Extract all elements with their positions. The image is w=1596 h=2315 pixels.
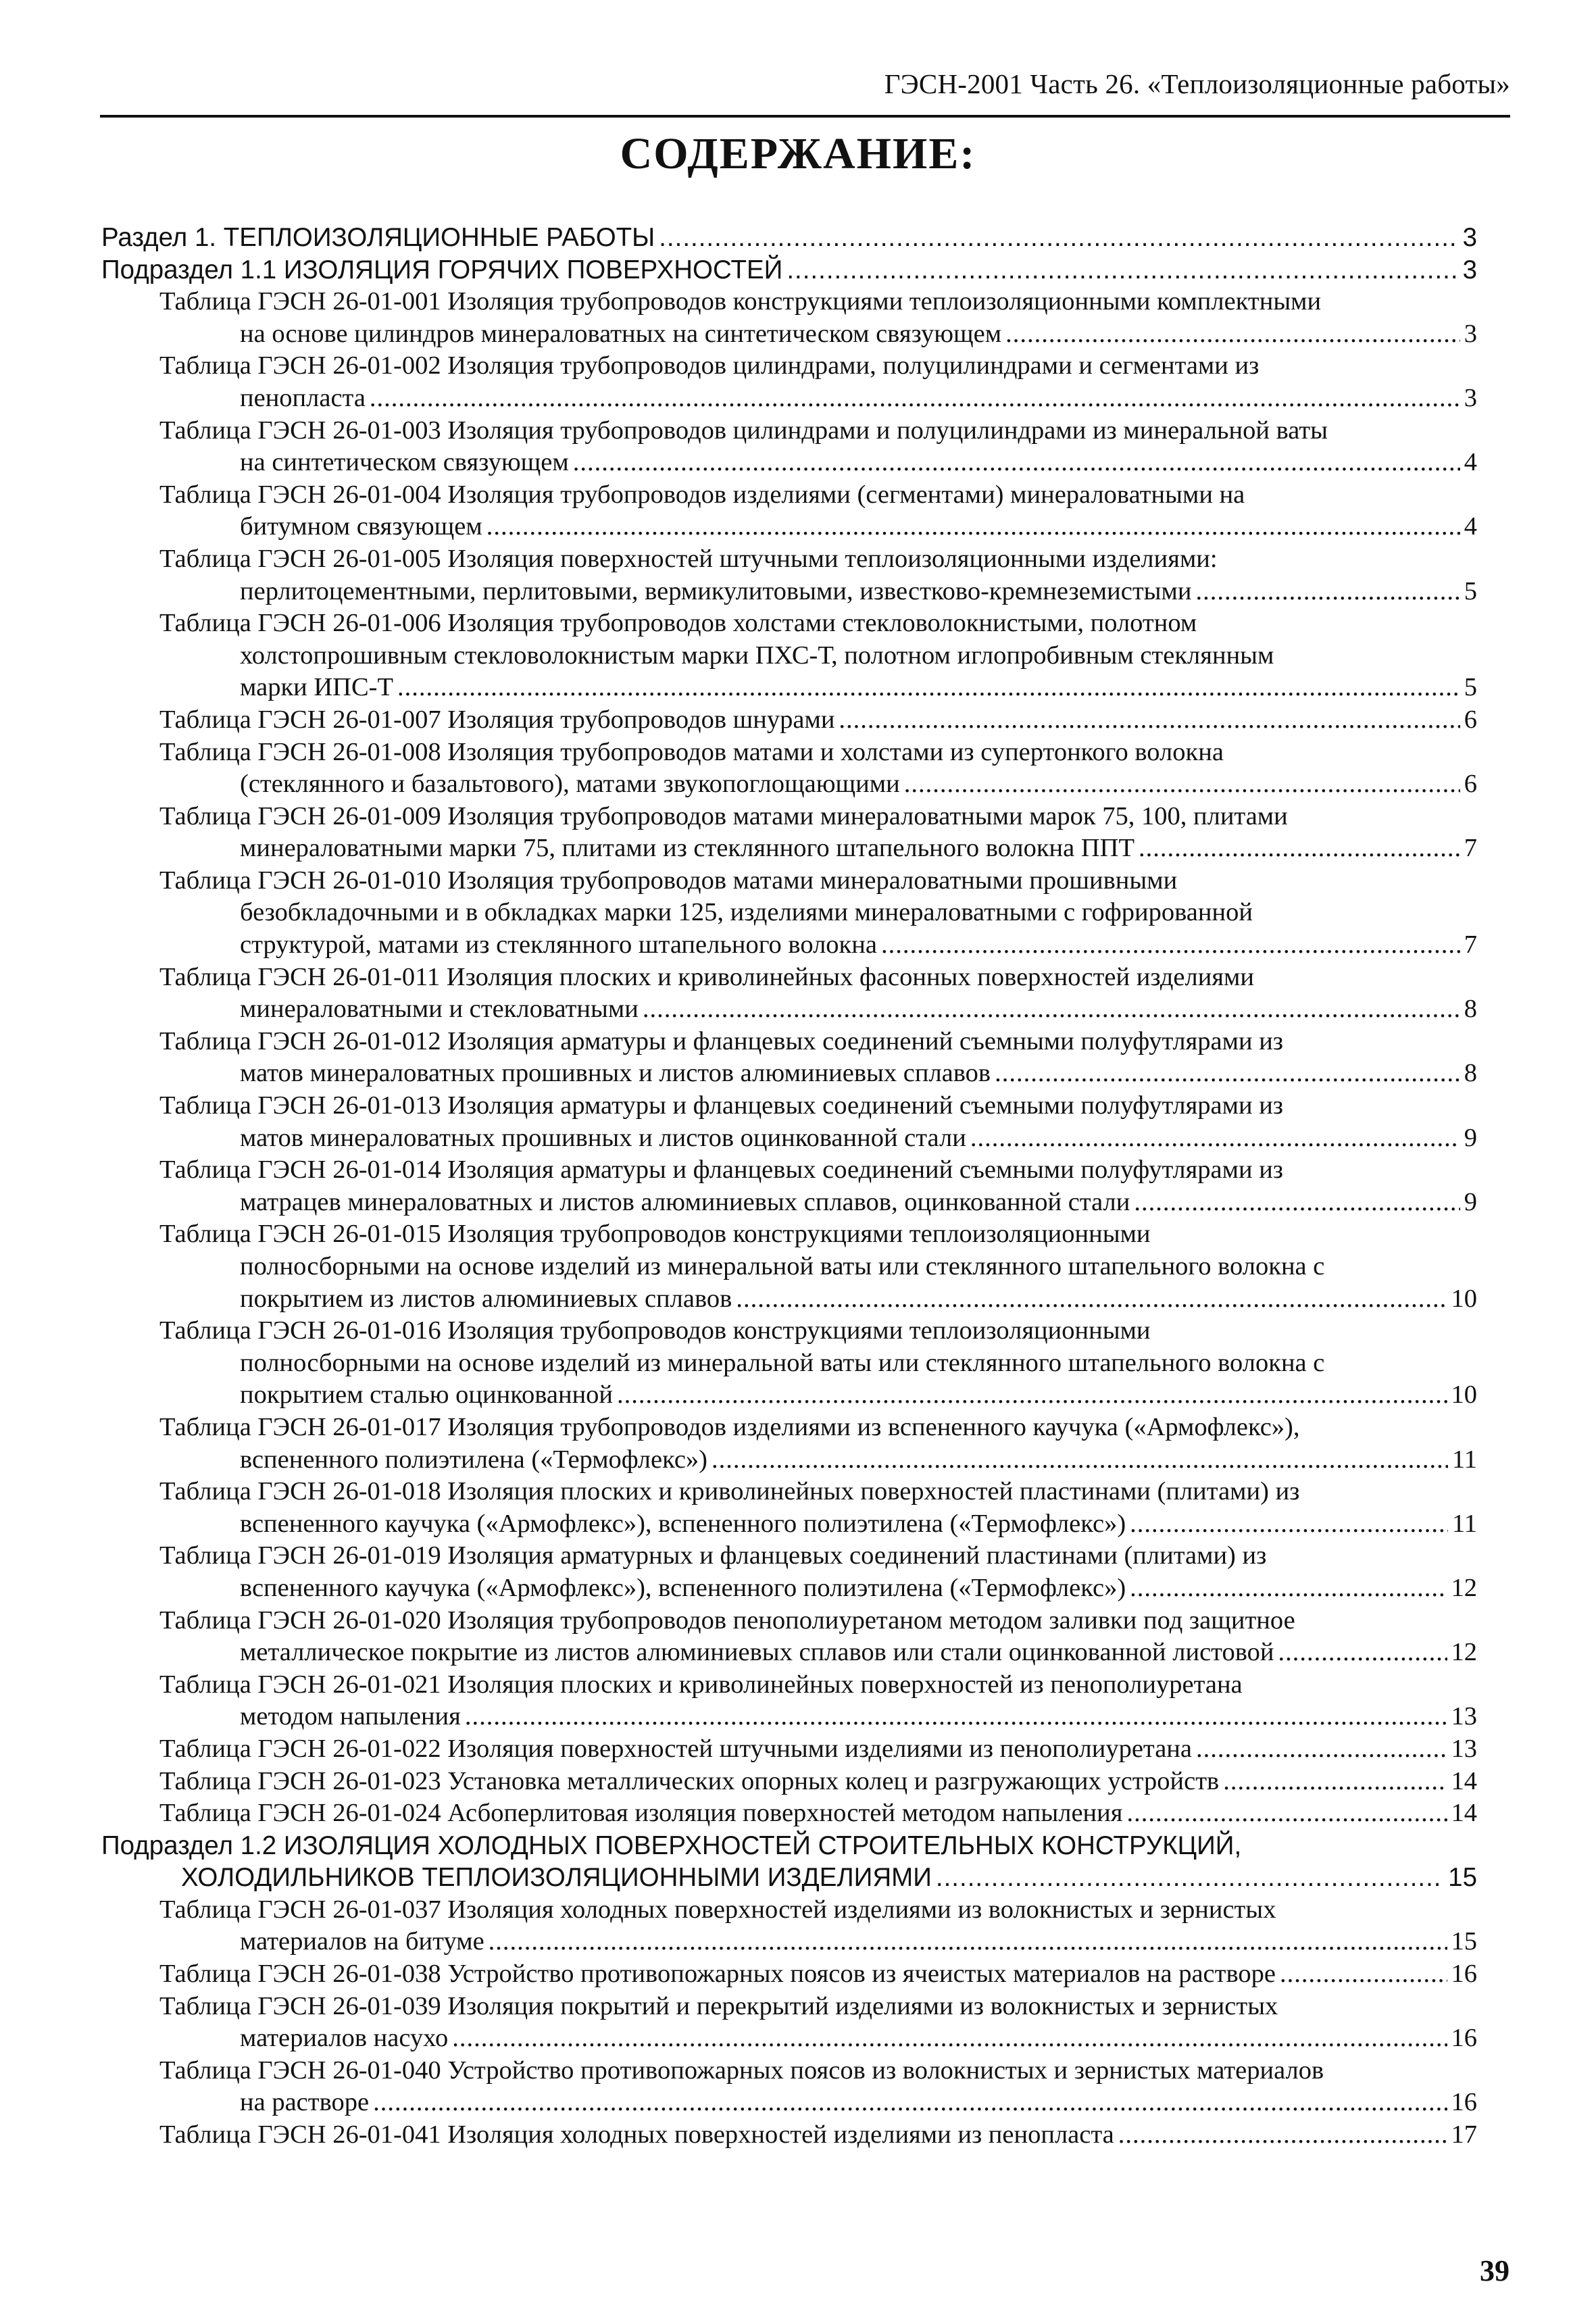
dot-leader — [373, 2087, 1447, 2119]
toc-entry-text: Таблица ГЭСН 26-01-002 Изоляция трубопроводов цилиндрами, полуцилиндрами и сегментами из — [159, 351, 1260, 380]
dot-leader — [1280, 1958, 1447, 1991]
toc-table-entry[interactable] — [101, 801, 1477, 865]
toc-page-number: 6 — [1464, 770, 1477, 799]
toc-entry-text: Таблица ГЭСН 26-01-009 Изоляция трубопроводов матами минераловатными марок 75, 100, плитами — [159, 801, 1288, 830]
toc-entry-text: Таблица ГЭСН 26-01-024 Асбоперлитовая изоляция поверхностей методом напыления — [159, 1799, 1123, 1828]
dot-leader — [1126, 1797, 1447, 1830]
toc-entry-text: минераловатными и стекловатными — [240, 995, 639, 1024]
toc-table-entry[interactable] — [101, 1218, 1477, 1315]
toc-table-entry[interactable] — [101, 286, 1477, 350]
toc-entry-text: Таблица ГЭСН 26-01-023 Установка металлических опорных колец и разгружающих устройств — [159, 1766, 1220, 1795]
toc-entry-text: матов минераловатных прошивных и листов алюминиевых сплавов — [240, 1059, 991, 1088]
toc-page-number: 8 — [1464, 1059, 1477, 1088]
dot-leader — [465, 1701, 1447, 1733]
toc-table-entry[interactable] — [101, 1894, 1477, 1958]
toc-entry-text: Таблица ГЭСН 26-01-021 Изоляция плоских и криволинейных поверхностей из пенополиуретана — [159, 1670, 1243, 1699]
toc-entry-text: минераловатными марки 75, плитами из стеклянного штапельного волокна ППТ — [240, 834, 1135, 863]
toc-entry-text: матрацев минераловатных и листов алюминиевых сплавов, оцинкованной стали — [240, 1187, 1130, 1216]
toc-table-entry[interactable] — [101, 1476, 1477, 1540]
table-of-contents — [101, 222, 1477, 2151]
toc-entry-text: Раздел 1. ТЕПЛОИЗОЛЯЦИОННЫЕ РАБОТЫ — [101, 223, 655, 252]
toc-entry-text: Таблица ГЭСН 26-01-039 Изоляция покрытий и перекрытий изделиями из волокнистых и зернистых — [159, 1991, 1278, 2020]
toc-page-number: 13 — [1451, 1702, 1477, 1731]
toc-section-entry[interactable] — [101, 254, 1477, 287]
toc-table-entry[interactable] — [101, 704, 1477, 737]
dot-leader — [1130, 1572, 1447, 1605]
toc-entry-text: покрытием из листов алюминиевых сплавов — [240, 1284, 732, 1313]
toc-page-number: 12 — [1451, 1573, 1477, 1602]
toc-page-number: 3 — [1464, 319, 1477, 348]
dot-leader — [839, 704, 1460, 737]
toc-page-number: 13 — [1451, 1734, 1477, 1763]
toc-page-number: 7 — [1464, 930, 1477, 960]
toc-table-entry[interactable] — [101, 865, 1477, 962]
toc-table-entry[interactable] — [101, 737, 1477, 801]
toc-entry-text: холстопрошивным стекловолокнистым марки ПХС-Т, полотном иглопробивным стеклянным — [240, 641, 1274, 670]
toc-entry-text: Таблица ГЭСН 26-01-016 Изоляция трубопроводов конструкциями теплоизоляционными — [159, 1316, 1151, 1345]
toc-page-number: 3 — [1462, 223, 1477, 252]
toc-entry-text: Таблица ГЭСН 26-01-007 Изоляция трубопроводов шнурами — [159, 705, 835, 734]
toc-table-entry[interactable] — [101, 1766, 1477, 1798]
toc-page-number: 6 — [1464, 705, 1477, 734]
dot-leader — [881, 929, 1460, 962]
toc-entry-text: полносборными на основе изделий из минеральной ваты или стеклянного штапельного волокна с — [240, 1252, 1325, 1280]
toc-page-number: 14 — [1451, 1799, 1477, 1828]
toc-entry-text: материалов на битуме — [240, 1927, 484, 1956]
toc-entry-text: матов минераловатных прошивных и листов оцинкованной стали — [240, 1123, 966, 1152]
toc-entry-text: методом напыления — [240, 1702, 461, 1731]
toc-entry-text: (стеклянного и базальтового), матами звукопоглощающими — [240, 770, 900, 799]
dot-leader — [489, 1926, 1447, 1958]
toc-page-number: 3 — [1464, 383, 1477, 412]
toc-page-number: 5 — [1464, 673, 1477, 702]
toc-entry-text: Таблица ГЭСН 26-01-037 Изоляция холодных поверхностей изделиями из волокнистых и зернистых — [159, 1895, 1276, 1924]
header-rule — [100, 115, 1510, 118]
toc-page-number: 5 — [1464, 576, 1477, 605]
toc-entry-text: марки ИПС-Т — [240, 673, 393, 702]
toc-table-entry[interactable] — [101, 2119, 1477, 2151]
toc-entry-text: на синтетическом связующем — [240, 448, 569, 477]
toc-page-number: 4 — [1464, 512, 1477, 541]
toc-entry-text: безобкладочными и в обкладках марки 125, изделиями минераловатными с гофрированной — [240, 898, 1253, 927]
dot-leader — [659, 222, 1458, 254]
dot-leader — [1195, 576, 1460, 608]
dot-leader — [1223, 1766, 1447, 1798]
toc-entry-text: Таблица ГЭСН 26-01-004 Изоляция трубопроводов изделиями (сегментами) минераловатными на — [159, 480, 1245, 509]
toc-entry-text: Подраздел 1.1 ИЗОЛЯЦИЯ ГОРЯЧИХ ПОВЕРХНОСТЕЙ — [101, 255, 783, 284]
toc-table-entry[interactable] — [101, 607, 1477, 704]
dot-leader — [1130, 1508, 1448, 1541]
toc-page-number: 16 — [1451, 2088, 1477, 2117]
page-number: 39 — [1480, 2254, 1510, 2287]
toc-table-entry[interactable] — [101, 2055, 1477, 2119]
toc-entry-text: на основе цилиндров минераловатных на синтетическом связующем — [240, 319, 1002, 348]
toc-page-number: 16 — [1451, 1960, 1477, 1989]
toc-table-entry[interactable] — [101, 479, 1477, 543]
toc-table-entry[interactable] — [101, 1540, 1477, 1604]
toc-page-number: 15 — [1451, 1927, 1477, 1956]
toc-table-entry[interactable] — [101, 1315, 1477, 1412]
toc-table-entry[interactable] — [101, 415, 1477, 479]
toc-entry-text: Таблица ГЭСН 26-01-011 Изоляция плоских и криволинейных фасонных поверхностей изделиями — [159, 962, 1255, 991]
toc-entry-text: Таблица ГЭСН 26-01-040 Устройство противопожарных поясов из волокнистых и зернистых материалов — [159, 2056, 1324, 2085]
dot-leader — [487, 511, 1460, 543]
toc-table-entry[interactable] — [101, 1669, 1477, 1733]
toc-entry-text: пенопласта — [240, 383, 366, 412]
toc-entry-text: структурой, матами из стеклянного штапельного волокна — [240, 930, 877, 960]
toc-page-number: 8 — [1464, 995, 1477, 1024]
dot-leader — [643, 993, 1460, 1026]
toc-entry-text: Таблица ГЭСН 26-01-022 Изоляция поверхностей штучными изделиями из пенополиуретана — [159, 1734, 1192, 1763]
toc-page-number: 11 — [1451, 1509, 1477, 1538]
toc-entry-text: Таблица ГЭСН 26-01-001 Изоляция трубопроводов конструкциями теплоизоляционными комплектными — [159, 287, 1322, 316]
dot-leader — [1278, 1637, 1447, 1669]
dot-leader — [736, 1283, 1447, 1316]
toc-entry-text: Таблица ГЭСН 26-01-014 Изоляция арматуры и фланцевых соединений съемными полуфутлярами из — [159, 1155, 1284, 1185]
toc-table-entry[interactable] — [101, 1958, 1477, 1991]
toc-page-number: 9 — [1464, 1123, 1477, 1152]
toc-entry-text: Таблица ГЭСН 26-01-005 Изоляция поверхностей штучными теплоизоляционными изделиями: — [159, 544, 1218, 573]
toc-page-number: 12 — [1451, 1638, 1477, 1667]
toc-page-number: 17 — [1451, 2120, 1477, 2149]
dot-leader — [573, 447, 1460, 479]
dot-leader — [370, 382, 1460, 415]
toc-entry-text: Таблица ГЭСН 26-01-018 Изоляция плоских и криволинейных поверхностей пластинами (плитами) из — [159, 1477, 1300, 1506]
toc-page-number: 3 — [1462, 255, 1477, 284]
toc-entry-text: Таблица ГЭСН 26-01-017 Изоляция трубопроводов изделиями из вспененного каучука («Армофлекс»), — [159, 1412, 1300, 1441]
toc-entry-text: перлитоцементными, перлитовыми, вермикулитовыми, известково-кремнеземистыми — [240, 576, 1192, 605]
toc-entry-text: материалов насухо — [240, 2024, 449, 2053]
toc-entry-text: Таблица ГЭСН 26-01-008 Изоляция трубопроводов матами и холстами из супертонкого волокна — [159, 737, 1224, 766]
page-title: СОДЕРЖАНИЕ: — [620, 129, 976, 178]
toc-page-number: 15 — [1448, 1863, 1477, 1893]
toc-page-number: 4 — [1464, 448, 1477, 477]
toc-table-entry[interactable] — [101, 543, 1477, 607]
dot-leader — [1005, 318, 1460, 351]
toc-entry-text: Таблица ГЭСН 26-01-013 Изоляция арматуры и фланцевых соединений съемными полуфутлярами из — [159, 1091, 1284, 1120]
toc-entry-text: битумном связующем — [240, 512, 482, 541]
toc-table-entry[interactable] — [101, 350, 1477, 414]
running-header: ГЭСН-2001 Часть 26. «Теплоизоляционные работы» — [884, 68, 1510, 99]
toc-table-entry[interactable] — [101, 1412, 1477, 1476]
toc-entry-text: Таблица ГЭСН 26-01-019 Изоляция арматурных и фланцевых соединений пластинами (плитами) из — [159, 1541, 1267, 1570]
toc-entry-text: на растворе — [240, 2088, 370, 2117]
toc-entry-text: ХОЛОДИЛЬНИКОВ ТЕПЛОИЗОЛЯЦИОННЫМИ ИЗДЕЛИЯМИ — [181, 1863, 932, 1893]
dot-leader — [1196, 1733, 1447, 1766]
toc-entry-text: Таблица ГЭСН 26-01-003 Изоляция трубопроводов цилиндрами и полуцилиндрами из минеральной ваты — [159, 416, 1328, 445]
toc-table-entry[interactable] — [101, 1605, 1477, 1669]
toc-entry-text: металлическое покрытие из листов алюминиевых сплавов или стали оцинкованной листовой — [240, 1638, 1274, 1667]
toc-entry-text: вспененного каучука («Армофлекс»), вспененного полиэтилена («Термофлекс») — [240, 1573, 1126, 1602]
toc-entry-text: вспененного каучука («Армофлекс»), вспененного полиэтилена («Термофлекс») — [240, 1509, 1126, 1538]
toc-page-number: 11 — [1451, 1445, 1477, 1474]
toc-table-entry[interactable] — [101, 962, 1477, 1026]
toc-table-entry[interactable] — [101, 1090, 1477, 1154]
toc-page-number: 10 — [1451, 1380, 1477, 1410]
toc-page-number: 9 — [1464, 1187, 1477, 1216]
toc-page-number: 14 — [1451, 1766, 1477, 1795]
toc-entry-text: полносборными на основе изделий из минеральной ваты или стеклянного штапельного волокна с — [240, 1348, 1325, 1377]
toc-page-number: 7 — [1464, 834, 1477, 863]
toc-table-entry[interactable] — [101, 1154, 1477, 1218]
dot-leader — [904, 768, 1460, 801]
toc-section-entry[interactable] — [101, 1830, 1477, 1894]
toc-page-number: 16 — [1451, 2024, 1477, 2053]
toc-entry-text: покрытием сталью оцинкованной — [240, 1380, 614, 1410]
dot-leader — [1139, 832, 1460, 865]
toc-page-number: 10 — [1451, 1284, 1477, 1313]
toc-entry-text: Таблица ГЭСН 26-01-012 Изоляция арматуры и фланцевых соединений съемными полуфутлярами из — [159, 1026, 1284, 1055]
dot-leader — [995, 1057, 1460, 1090]
dot-leader — [397, 672, 1460, 704]
dot-leader — [452, 2022, 1447, 2055]
toc-table-entry[interactable] — [101, 1733, 1477, 1766]
dot-leader — [1118, 2119, 1447, 2151]
toc-entry-text: Таблица ГЭСН 26-01-038 Устройство противопожарных поясов из ячеистых материалов на растворе — [159, 1960, 1276, 1989]
toc-entry-text: Таблица ГЭСН 26-01-041 Изоляция холодных поверхностей изделиями из пенопласта — [159, 2120, 1114, 2149]
toc-table-entry[interactable] — [101, 1026, 1477, 1090]
toc-entry-text: Таблица ГЭСН 26-01-015 Изоляция трубопроводов конструкциями теплоизоляционными — [159, 1220, 1151, 1249]
toc-entry-text: Таблица ГЭСН 26-01-010 Изоляция трубопроводов матами минераловатными прошивными — [159, 866, 1178, 895]
toc-table-entry[interactable] — [101, 1797, 1477, 1830]
toc-entry-text: Таблица ГЭСН 26-01-020 Изоляция трубопроводов пенополиуретаном методом заливки под защитное — [159, 1605, 1295, 1635]
dot-leader — [712, 1444, 1448, 1476]
toc-table-entry[interactable] — [101, 1991, 1477, 2055]
toc-entry-text: вспененного полиэтилена («Термофлекс») — [240, 1445, 708, 1474]
dot-leader — [787, 254, 1458, 287]
dot-leader — [1134, 1187, 1460, 1219]
toc-entry-text: Таблица ГЭСН 26-01-006 Изоляция трубопроводов холстами стекловолокнистыми, полотном — [159, 609, 1197, 638]
dot-leader — [970, 1122, 1460, 1155]
dot-leader — [936, 1862, 1444, 1894]
toc-section-entry[interactable] — [101, 222, 1477, 254]
dot-leader — [617, 1379, 1447, 1412]
toc-entry-text: Подраздел 1.2 ИЗОЛЯЦИЯ ХОЛОДНЫХ ПОВЕРХНОСТЕЙ СТРОИТЕЛЬНЫХ КОНСТРУКЦИЙ, — [101, 1831, 1242, 1860]
